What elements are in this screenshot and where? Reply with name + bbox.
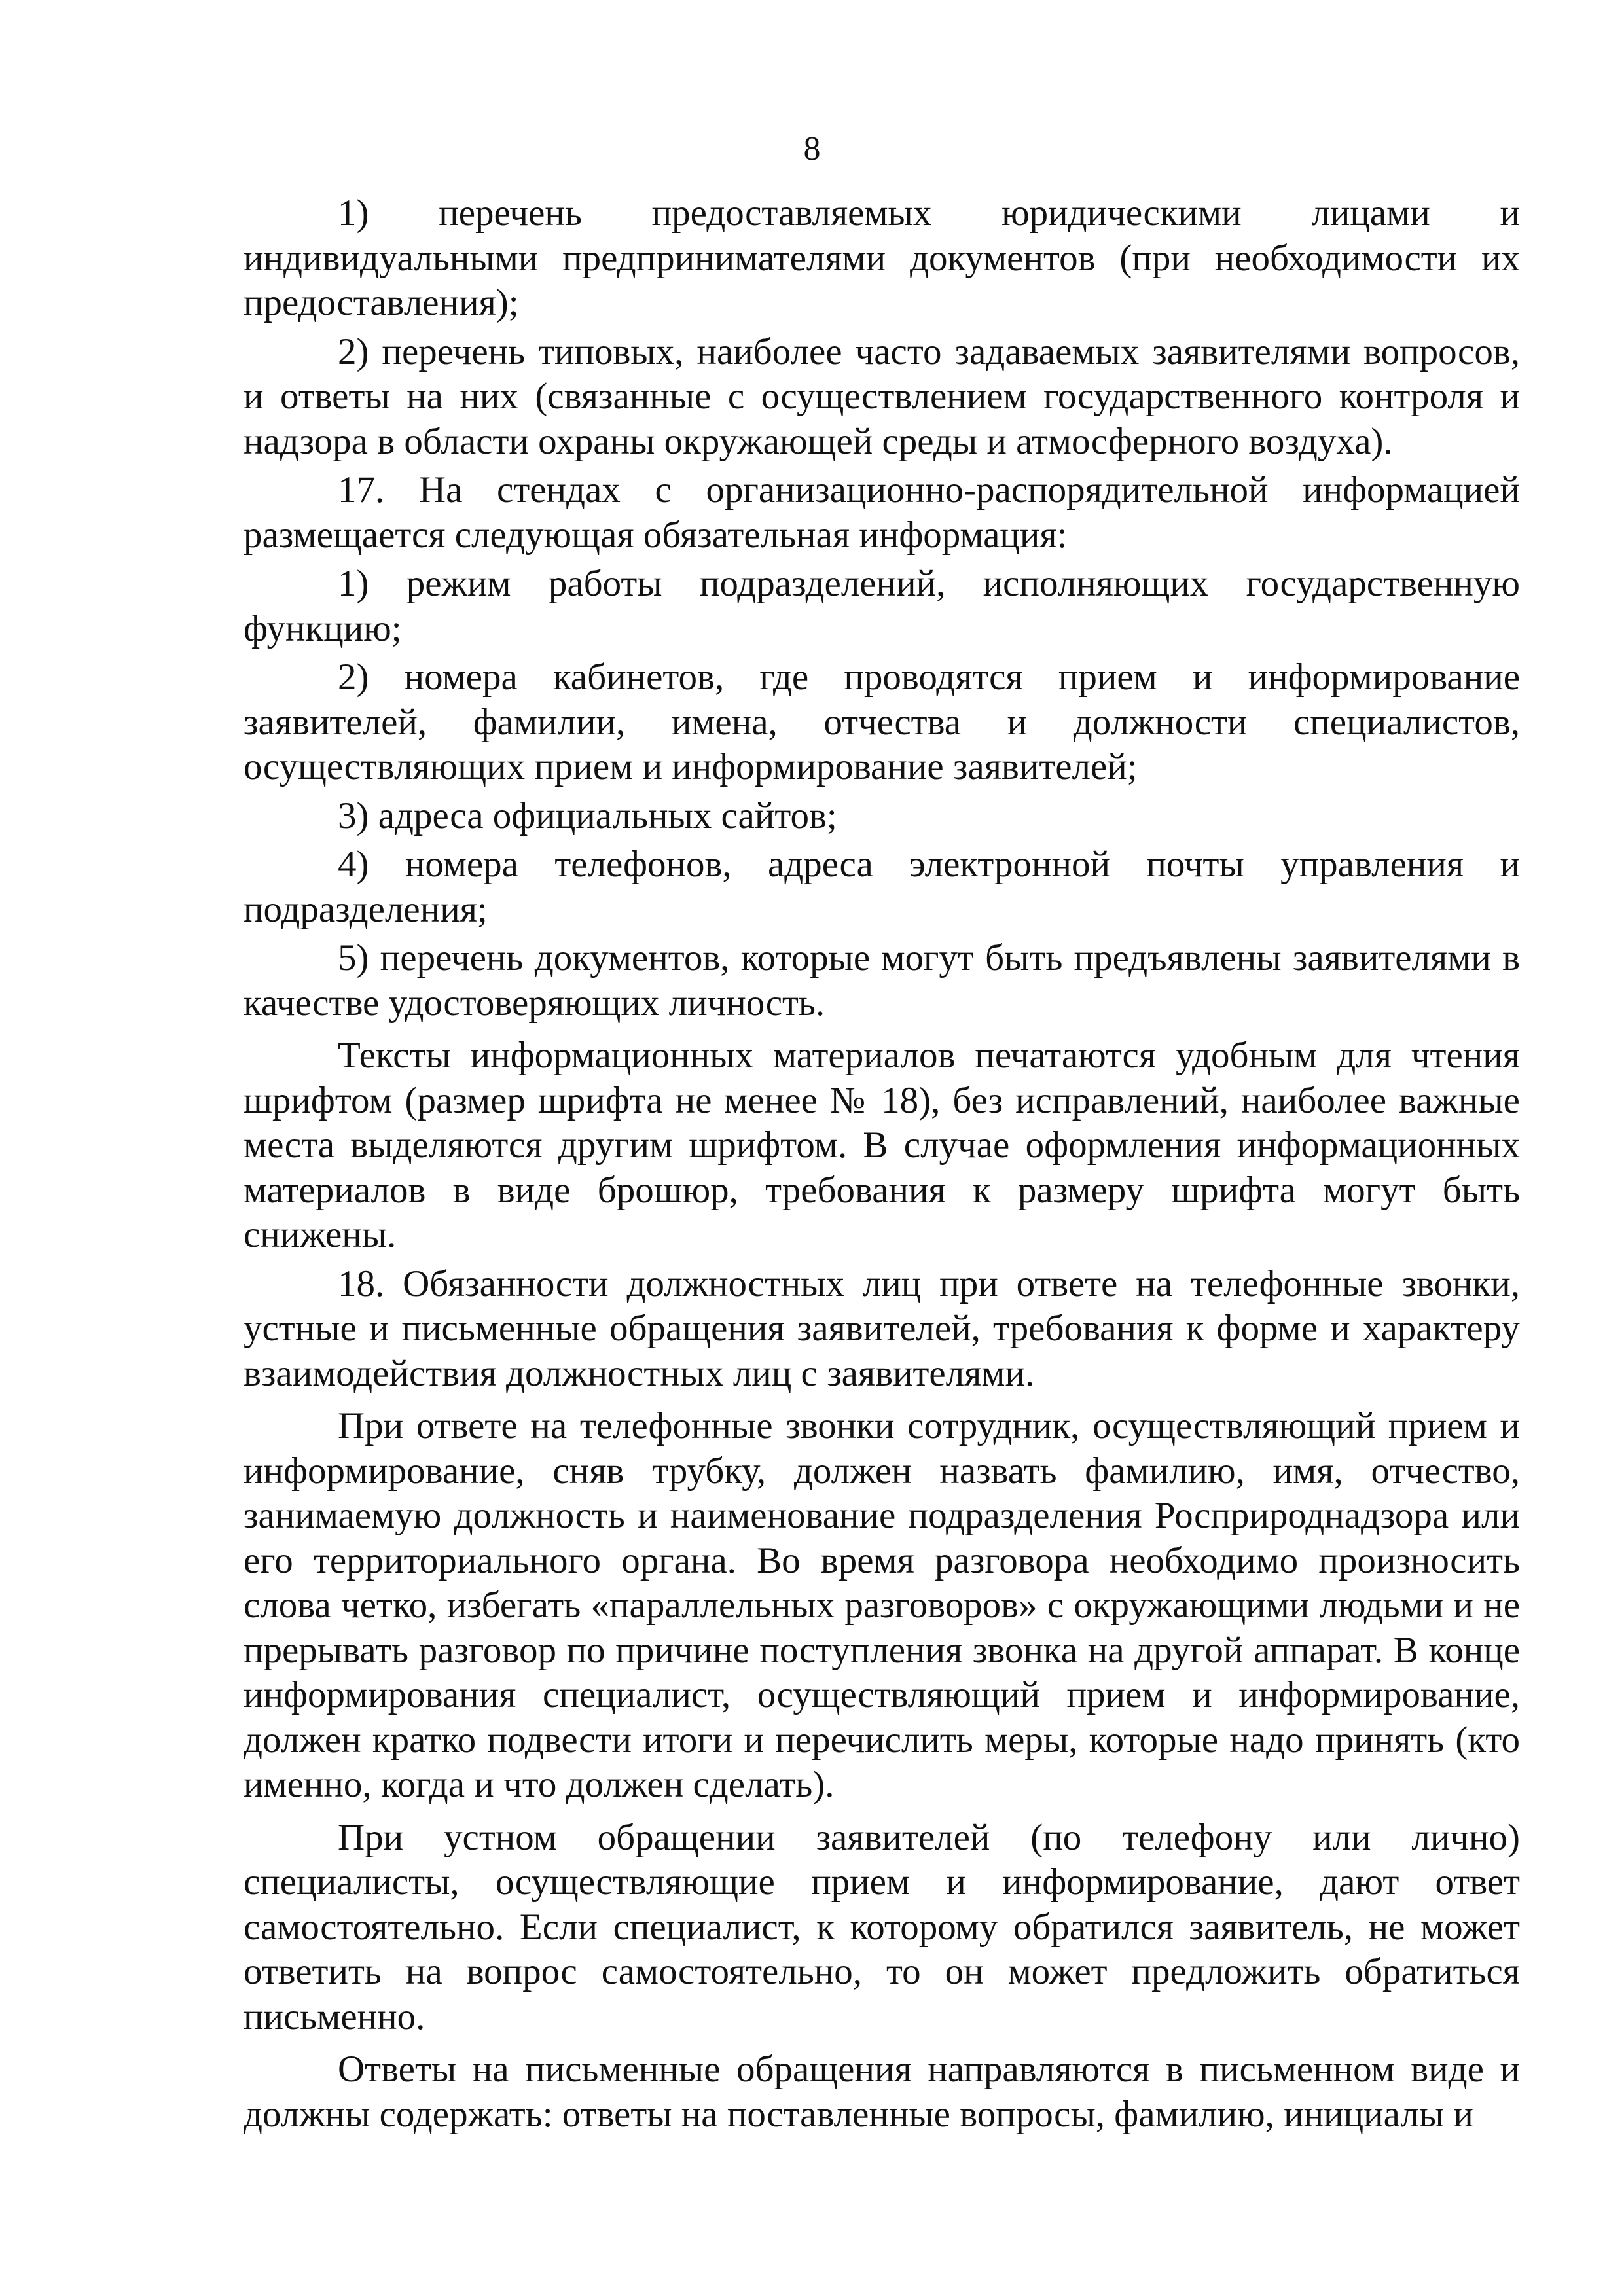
paragraph-section-17: 17. На стендах с организационно-распорядительной информацией размещается следующая обязательная информация: xyxy=(244,469,1520,556)
page-number: 8 xyxy=(803,130,821,168)
paragraph-oral-requests: При устном обращении заявителей (по телефону или лично) специалисты, осуществляющие прием и информирование, дают ответ самостоятельно. Если специалист, к которому обратился заявитель, не может ответить на вопрос самостоятельно, то он может предложить обратиться письменно. xyxy=(244,1816,1520,2037)
paragraph-item-1-work-schedule: 1) режим работы подразделений, исполняющих государственную функцию; xyxy=(244,563,1520,649)
paragraph-written-requests: Ответы на письменные обращения направляются в письменном виде и должны содержать: ответы на поставленные вопросы, фамилию, инициалы и xyxy=(244,2049,1520,2135)
paragraph-phone-calls: При ответе на телефонные звонки сотрудник, осуществляющий прием и информирование, сняв трубку, должен назвать фамилию, имя, отчество, занимаемую должность и наименование подразделения Росприроднадзора или его территориального органа. Во время разговора необходимо произносить слова четко, избегать «параллельных разговоров» с окружающими людьми и не прерывать разговор по причине поступления звонка на другой аппарат. В конце информирования специалист, осуществляющий прием и информирование, должен кратко подвести итоги и перечислить меры, которые надо принять (кто именно, когда и что должен сделать). xyxy=(244,1405,1520,1805)
paragraph-item-4-phones: 4) номера телефонов, адреса электронной почты управления и подразделения; xyxy=(244,844,1520,930)
paragraph-item-3-websites: 3) адреса официальных сайтов; xyxy=(338,795,837,836)
paragraph-item-1-documents-list: 1) перечень предоставляемых юридическими лицами и индивидуальными предпринимателями документов (при необходимости их предоставления); xyxy=(244,192,1520,323)
document-body xyxy=(244,191,1520,2141)
paragraph-item-2-office-numbers: 2) номера кабинетов, где проводятся прием и информирование заявителей, фамилии, имена, отчества и должности специалистов, осуществляющих прием и информирование заявителей; xyxy=(244,656,1520,787)
paragraph-section-18: 18. Обязанности должностных лиц при ответе на телефонные звонки, устные и письменные обращения заявителей, требования к форме и характеру взаимодействия должностных лиц с заявителями. xyxy=(244,1263,1520,1394)
paragraph-information-materials: Тексты информационных материалов печатаются удобным для чтения шрифтом (размер шрифта не менее № 18), без исправлений, наиболее важные места выделяются другим шрифтом. В случае оформления информационных материалов в виде брошюр, требования к размеру шрифта могут быть снижены. xyxy=(244,1035,1520,1255)
paragraph-item-2-typical-questions: 2) перечень типовых, наиболее часто задаваемых заявителями вопросов, и ответы на них (связанные с осуществлением государственного контроля и надзора в области охраны окружающей среды и атмосферного воздуха). xyxy=(244,331,1520,462)
paragraph-item-5-identity-documents: 5) перечень документов, которые могут быть предъявлены заявителями в качестве удостоверяющих личность. xyxy=(244,937,1520,1024)
